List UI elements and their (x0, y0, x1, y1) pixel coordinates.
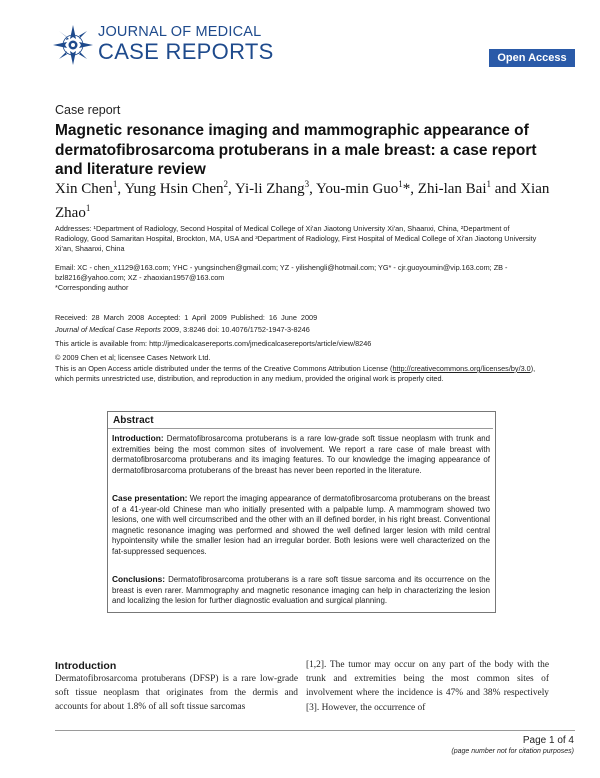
author-name: Xin Chen (55, 181, 113, 197)
author-separator: *, (402, 181, 418, 197)
copyright-line: © 2009 Chen et al; licensee Cases Network Ltd. (55, 353, 211, 362)
author-name: Yi-li Zhang (235, 181, 305, 197)
journal-name-line2: CASE REPORTS (98, 38, 274, 64)
author-affiliation-sup: 1 (85, 203, 91, 213)
author-affiliation-sup: 1 (112, 179, 118, 189)
author-separator: , (309, 181, 317, 197)
abstract-case-label: Case presentation: (112, 493, 188, 503)
license-text-b: ), which permits unrestricted use, distribution, and reproduction in any medium, provided the original work is properly cited. (55, 364, 536, 384)
abstract-divider (108, 428, 493, 429)
author-addresses: Addresses: ¹Department of Radiology, Second Hospital of Medical College of Xi'an Jiaotong University Xi'an, Shaanxi, China, ²Department of Radiology, Good Samaritan Hospital, Brockton, MA, USA and ³Department of Radiology, First Hospital of Medical College of Xi'an Jiaotong University Xi'an, Shaanxi, China (55, 224, 537, 254)
abstract-conc-text: Dermatofibrosarcoma protuberans is a rare soft tissue sarcoma and its occurrence on the breast is even rarer. Mammography and magnetic resonance imaging can help in characterizing the lesion and localizing the lesion for further diagnostic evaluation and surgical planning. (112, 575, 490, 606)
body-text-right-column: [1,2]. The tumor may occur on any part of the body with the trunk and extremities being the most common sites of involvement where the incidence is 47% and 38% respectively [3]. However, the occurrence of (306, 660, 549, 713)
abstract-case-presentation (112, 493, 490, 558)
abstract-conc-label: Conclusions: (112, 574, 166, 584)
author-name: Xian Zhao (55, 181, 550, 221)
author-separator: , (228, 181, 235, 197)
author-affiliation-sup: 2 (223, 179, 229, 189)
citation-details: 2009, 3:8246 doi: 10.4076/1752-1947-3-8246 (160, 325, 310, 334)
article-url-line[interactable]: This article is available from: http://jmedicalcasereports.com/jmedicalcasereports/article/view/8246 (55, 339, 372, 348)
journal-name-line1: JOURNAL OF MEDICAL (98, 24, 262, 40)
author-name: Zhi-lan Bai (417, 181, 487, 197)
introduction-heading: Introduction (55, 660, 117, 672)
author-separator: and (491, 181, 521, 197)
author-affiliation-sup: 3 (304, 179, 310, 189)
body-text-left-column: Dermatofibrosarcoma protuberans (DFSP) is a rare low-grade soft tissue neoplasm that originates from the dermis and accounts for about 1.8% of all soft tissue sarcomas (55, 674, 298, 713)
author-separator: , (117, 181, 125, 197)
compass-star-icon (52, 24, 94, 66)
author-name: Yung Hsin Chen (124, 181, 224, 197)
open-access-badge: Open Access (489, 49, 575, 67)
license-statement (55, 364, 555, 384)
author-emails: Email: XC - chen_x1129@163.com; YHC - yungsinchen@gmail.com; YZ - yilishengli@hotmail.com; YG* - cjr.guoyoumin@vip.163.com; ZB - bzl8216@yahoo.com; XZ - zhaoxian1957@163.com (55, 263, 508, 283)
corresponding-author-note: *Corresponding author (55, 283, 129, 292)
abstract-case-text: We report the imaging appearance of dermatofibrosarcoma protuberans on the breast of a 41-year-old Chinese man who initially presented with a palpable lump. A mammogram showed two lesions, one with well circumscribed and the other with an ill defined border, in his right breast. Conventional magnetic resonance imaging was performed and showed the well defined larger lesion with mild central hypointensity while the smaller lesion had an irregular border. Both lesions were well characterized on the fat-suppressed sequences. (112, 494, 490, 556)
publication-dates: Received: 28 March 2008 Accepted: 1 April 2009 Published: 16 June 2009 (55, 313, 318, 322)
page-number-note: (page number not for citation purposes) (451, 748, 574, 755)
license-link[interactable]: http://creativecommons.org/licenses/by/3.0 (392, 364, 531, 373)
abstract-introduction (112, 433, 490, 476)
journal-name (98, 25, 274, 63)
abstract-intro-text: Dermatofibrosarcoma protuberans is a rare low-grade soft tissue neoplasm with trunk and extremities being the most common sites of involvement. We report a rare case of male breast with dermatofibrosarcoma protuberans and its imaging features. To our knowledge the imaging appearance of dermatofibrosarcoma protuberans of the breast has never been reported in the literature. (112, 434, 490, 475)
abstract-intro-label: Introduction: (112, 433, 164, 443)
author-affiliation-sup: 1 (486, 179, 492, 189)
article-title: Magnetic resonance imaging and mammographic appearance of dermatofibrosarcoma protuberans in a male breast: a case report and literature review (55, 122, 537, 178)
citation-journal: Journal of Medical Case Reports (55, 325, 161, 334)
abstract-conclusions (112, 574, 490, 607)
author-name: You-min Guo (316, 181, 399, 197)
author-list (55, 175, 555, 223)
article-type: Case report (55, 103, 121, 117)
citation-line (55, 325, 545, 335)
footer-divider (55, 730, 575, 731)
author-affiliation-sup: 1 (398, 179, 403, 189)
page-number: Page 1 of 4 (522, 735, 574, 746)
abstract-heading: Abstract (113, 415, 154, 426)
license-text-a: This is an Open Access article distributed under the terms of the Creative Commons Attribution License ( (55, 364, 393, 373)
